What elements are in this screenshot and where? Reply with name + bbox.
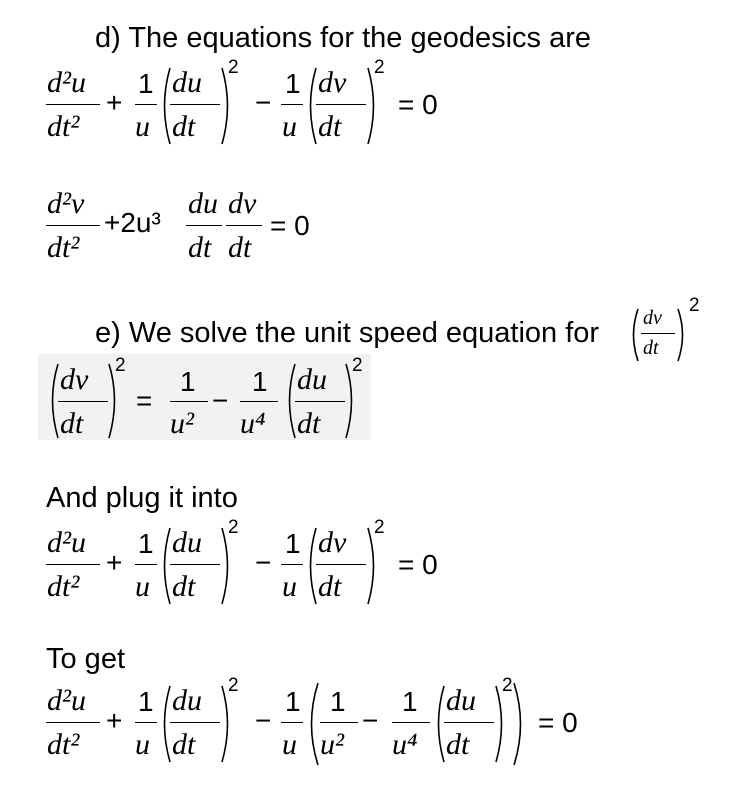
left-paren [628,307,640,363]
fraction-bar [135,722,157,723]
fraction-bar [46,564,100,565]
dv-denominator: dt [228,231,252,264]
lhs-denominator: dt² [47,110,80,143]
exponent: 2 [374,517,385,538]
du-denominator: dt [446,728,470,761]
dv-numerator: dv [643,307,662,329]
fraction-denominator: u⁴ [240,407,266,440]
exponent: 2 [228,517,239,538]
fraction-bar [135,104,157,105]
left-paren [304,526,318,606]
fraction-numerator: 1 [402,686,418,717]
fraction-bar [316,564,366,565]
fraction-bar [320,722,358,723]
right-paren [676,307,688,363]
fraction-denominator: u⁴ [392,728,418,761]
plug-text: And plug it into [46,482,238,514]
coef-denominator: u [282,728,297,761]
fraction-bar [226,225,262,226]
get-text: To get [46,643,125,675]
exponent: 2 [352,355,363,376]
minus-sign: − [362,705,379,736]
coef-denominator: u [282,110,297,143]
fraction-bar [46,225,100,226]
left-paren [432,684,446,764]
lhs-denominator: dt² [47,231,80,264]
left-paren [158,66,172,146]
fraction-bar [392,722,430,723]
dv-denominator: dt [318,110,342,143]
fraction-bar [444,722,494,723]
coef-numerator: 1 [138,528,154,559]
fraction-bar [170,722,220,723]
fraction-bar [170,401,208,402]
fraction-bar [170,104,220,105]
fraction-bar [46,722,100,723]
lhs-denominator: dt² [47,570,80,603]
right-paren [220,684,234,764]
minus-sign: − [255,87,272,118]
right-paren [366,66,380,146]
left-paren [46,362,60,442]
fraction-bar [281,104,303,105]
outer-right-paren [512,681,528,767]
part-e-heading: e) We solve the unit speed equation for [95,317,600,349]
cubic-term: +2u³ [104,207,161,238]
fraction-numerator: 1 [180,366,196,397]
right-paren [220,526,234,606]
plus-sign: + [106,705,123,736]
coef-denominator: u [135,570,150,603]
du-numerator: du [446,684,476,717]
du-denominator: dt [172,570,196,603]
dv-numerator: dv [318,526,347,559]
coef-denominator: u [135,110,150,143]
fraction-bar [135,564,157,565]
exponent: 2 [115,355,126,376]
coef-denominator: u [282,570,297,603]
plus-sign: + [106,547,123,578]
equals-sign: = [136,385,153,416]
du-denominator: dt [172,728,196,761]
coef-numerator: 1 [285,528,301,559]
right-paren [494,684,508,764]
dv-numerator: dv [228,187,257,220]
coef-numerator: 1 [138,68,154,99]
outer-left-paren [304,681,320,767]
fraction-bar [46,104,100,105]
plus-sign: + [106,87,123,118]
du-denominator: dt [172,110,196,143]
coef-numerator: 1 [138,686,154,717]
minus-sign: − [255,705,272,736]
coef-numerator: 1 [285,686,301,717]
equals-zero: = 0 [398,549,438,580]
du-numerator: du [172,526,202,559]
equals-zero: = 0 [270,210,310,241]
right-paren [220,66,234,146]
equals-zero: = 0 [538,707,578,738]
fraction-denominator: u² [320,728,344,761]
left-paren [158,526,172,606]
fraction-bar [186,225,222,226]
du-numerator: du [297,363,327,396]
exponent: 2 [374,57,385,78]
dt-denominator: dt [60,407,84,440]
fraction-bar [240,401,278,402]
du-numerator: du [172,684,202,717]
minus-sign: − [255,547,272,578]
fraction-bar [170,564,220,565]
du-denominator: dt [188,231,212,264]
dv-numerator: dv [60,363,89,396]
fraction-bar [281,564,303,565]
fraction-numerator: 1 [330,686,346,717]
du-numerator: du [188,187,218,220]
left-paren [158,684,172,764]
coef-numerator: 1 [285,68,301,99]
fraction-bar [316,104,366,105]
dv-numerator: dv [318,66,347,99]
right-paren [366,526,380,606]
fraction-bar [281,722,303,723]
dt-denominator: dt [643,337,659,359]
left-paren [304,66,318,146]
du-numerator: du [172,66,202,99]
lhs-numerator: d²u [47,526,86,559]
lhs-numerator: d²u [47,684,86,717]
fraction-bar [641,333,675,334]
lhs-numerator: d²v [47,187,85,220]
exponent: 2 [689,295,700,316]
exponent: 2 [228,57,239,78]
dv-denominator: dt [318,570,342,603]
fraction-numerator: 1 [252,366,268,397]
dt-denominator: dt [297,407,321,440]
left-paren [283,362,297,442]
minus-sign: − [212,385,229,416]
fraction-denominator: u² [170,407,194,440]
lhs-denominator: dt² [47,728,80,761]
lhs-numerator: d²u [47,66,86,99]
exponent: 2 [502,675,513,696]
fraction-bar [295,401,345,402]
exponent: 2 [228,675,239,696]
part-d-heading: d) The equations for the geodesics are [95,22,592,54]
equals-zero: = 0 [398,89,438,120]
fraction-bar [58,401,108,402]
coef-denominator: u [135,728,150,761]
